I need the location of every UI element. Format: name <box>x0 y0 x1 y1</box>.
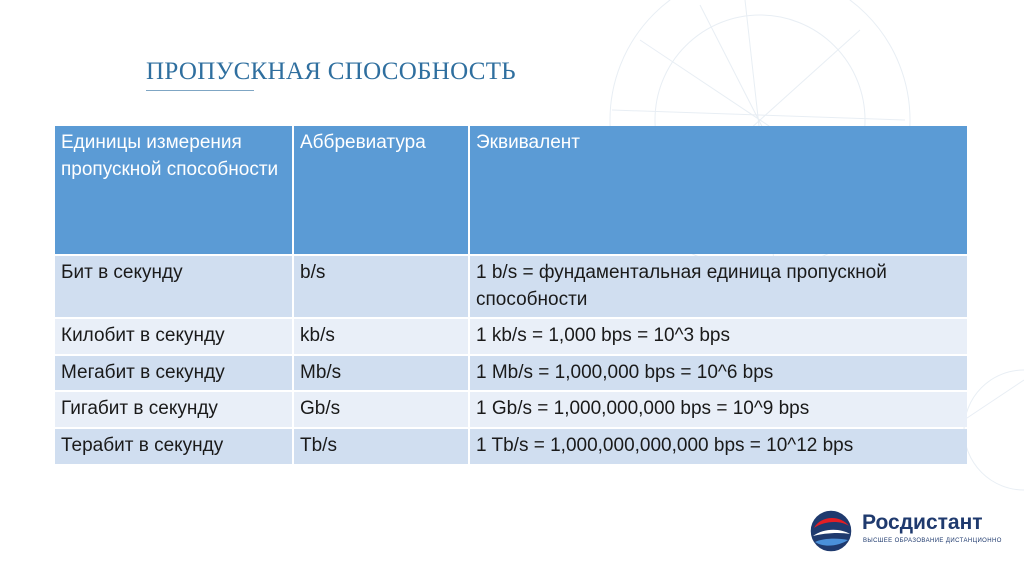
header-units: Единицы измерения пропускной способности <box>55 126 292 254</box>
table-header-row <box>55 126 967 254</box>
cell-unit: Бит в секунду <box>55 256 292 317</box>
cell-unit: Терабит в секунду <box>55 429 292 464</box>
table-row <box>55 319 967 354</box>
cell-equivalent: 1 Tb/s = 1,000,000,000,000 bps = 10^12 bps <box>470 429 967 464</box>
header-equivalent: Эквивалент <box>470 126 967 254</box>
cell-abbreviation: kb/s <box>294 319 468 354</box>
cell-unit: Мегабит в секунду <box>55 356 292 391</box>
rosdistant-logo-icon <box>806 506 856 556</box>
cell-equivalent: 1 kb/s = 1,000 bps = 10^3 bps <box>470 319 967 354</box>
table-row <box>55 256 967 317</box>
rosdistant-logo <box>806 506 1006 554</box>
table-row <box>55 392 967 427</box>
cell-equivalent: 1 Gb/s = 1,000,000,000 bps = 10^9 bps <box>470 392 967 427</box>
cell-abbreviation: Tb/s <box>294 429 468 464</box>
cell-equivalent: 1 Mb/s = 1,000,000 bps = 10^6 bps <box>470 356 967 391</box>
cell-abbreviation: b/s <box>294 256 468 317</box>
cell-unit: Гигабит в секунду <box>55 392 292 427</box>
cell-equivalent: 1 b/s = фундаментальная единица пропускной способности <box>470 256 967 317</box>
title-underline <box>146 90 254 91</box>
logo-name: Росдистант <box>862 511 983 534</box>
slide-title: ПРОПУСКНАЯ СПОСОБНОСТЬ <box>146 58 516 85</box>
header-abbreviation: Аббревиатура <box>294 126 468 254</box>
table-row <box>55 429 967 464</box>
cell-abbreviation: Gb/s <box>294 392 468 427</box>
bandwidth-units-table <box>53 124 969 466</box>
cell-abbreviation: Mb/s <box>294 356 468 391</box>
cell-unit: Килобит в секунду <box>55 319 292 354</box>
logo-tagline: ВЫСШЕЕ ОБРАЗОВАНИЕ ДИСТАНЦИОННО <box>863 538 1002 544</box>
table-row <box>55 356 967 391</box>
